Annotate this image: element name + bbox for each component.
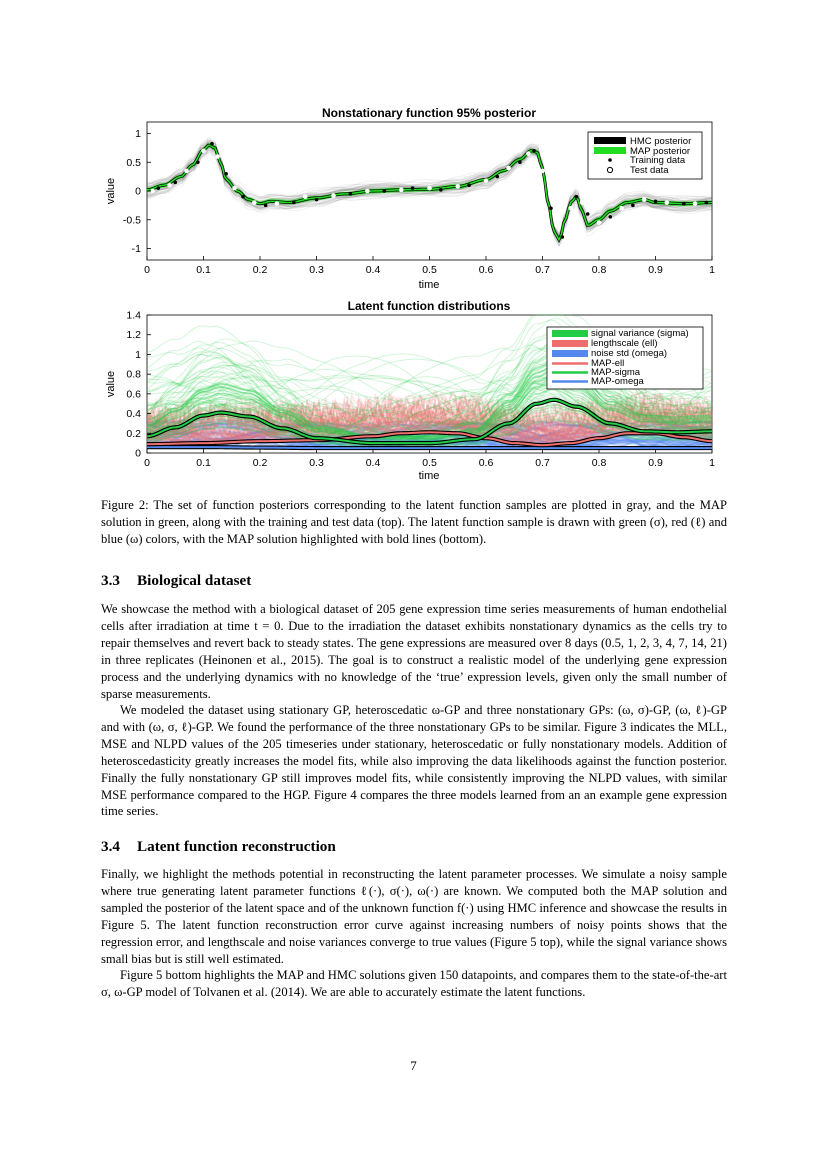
test-point — [399, 188, 404, 193]
training-point — [496, 175, 500, 179]
y-tick-label: 1 — [135, 348, 141, 361]
test-point — [232, 186, 237, 191]
section-heading-3-3 — [101, 572, 251, 590]
chart-title: Nonstationary function 95% posterior — [321, 106, 537, 120]
x-tick-label: 0.8 — [591, 264, 607, 276]
x-tick-label: 0.6 — [478, 264, 494, 276]
y-axis-label: value — [105, 177, 117, 205]
x-tick-label: 0.4 — [365, 264, 381, 276]
page-number: 7 — [410, 1058, 417, 1073]
test-point — [619, 206, 624, 211]
x-axis-label: time — [418, 279, 440, 291]
training-point — [609, 215, 613, 219]
paragraph: We modeled the dataset using stationary GP, heteroscedatic ω-GP and three nonstationary GPs: (ω, σ)-GP, (ω, ℓ)-GP and with (ω, σ, ℓ)-GP. We found the performance of the three nonstationary GPs to be similar. Figure 3 indicates the MLL, MSE and NLPD values of the 205 timeseries under stationary, heteroscedatic or fully nonstationary models. Addition of heteroscedasticity greatly increases the model fits, while also improving the data likelihoods against the function posterior. Finally the fully nonstationary GP still improves model fits, while consistently improving the NLPD values, with similar MSE performance compared to the HGP. Figure 4 compares the three models learned from an an example gene expression time series. — [101, 703, 727, 819]
legend-label-map-omega: MAP-omega — [591, 376, 644, 387]
x-tick-label: 0.3 — [309, 457, 324, 469]
x-tick-label: 0.9 — [648, 457, 663, 469]
test-point — [201, 148, 206, 153]
training-point — [411, 186, 415, 190]
legend-swatch-sigma — [552, 330, 588, 337]
test-point — [167, 183, 172, 188]
test-point — [484, 178, 489, 183]
training-point — [241, 195, 245, 199]
legend-swatch-ell — [552, 340, 588, 347]
y-tick-label: 1.2 — [126, 329, 141, 342]
x-tick-label: 0.7 — [535, 457, 550, 469]
training-point — [532, 149, 536, 153]
x-tick-label: 0.5 — [422, 457, 437, 469]
legend-swatch-map — [594, 147, 626, 154]
legend-label-training: Training data — [630, 155, 686, 166]
y-tick-label: 0 — [135, 447, 141, 460]
x-tick-label: 0.5 — [422, 264, 437, 276]
test-point — [455, 184, 460, 189]
test-point — [693, 201, 698, 206]
legend — [547, 327, 703, 389]
training-point — [196, 160, 200, 164]
y-tick-label: 0.6 — [126, 388, 141, 401]
paragraph: Finally, we highlight the methods potential in reconstructing the latent parameter processes. We simulate a noisy sample where true generating latent parameter functions ℓ(·), σ(·), ω(·) are known. We computed both the MAP solution and sampled the posterior of the latent space and of the unknown function f(·) using HMC inference and showcase the results in Figure 5. The latent function reconstruction error curve against increasing numbers of noisy points shows that the regression error, and lengthscale and noise variances converge to true values (Figure 5 top), while the signal variance shows small bias but is still well estimated. — [101, 867, 727, 966]
section-title: Latent function reconstruction — [137, 838, 336, 855]
x-axis-label: time — [418, 470, 440, 482]
legend-swatch-omega — [552, 350, 588, 357]
y-tick-label: 0.2 — [126, 427, 141, 440]
test-point — [597, 220, 602, 225]
test-point — [303, 194, 308, 199]
x-tick-label: 0.8 — [591, 457, 607, 469]
legend-label-omega: noise std (omega) — [591, 348, 668, 359]
training-point — [173, 181, 177, 185]
x-tick-label: 1 — [709, 457, 715, 469]
y-tick-label: 0.5 — [126, 156, 141, 169]
test-point — [568, 206, 573, 211]
x-tick-label: 0.6 — [478, 457, 494, 469]
test-point — [150, 189, 155, 194]
test-point — [665, 200, 670, 205]
x-tick-label: 0.1 — [196, 457, 211, 469]
section-heading-3-4 — [101, 838, 336, 856]
legend-label-map-sigma: MAP-sigma — [591, 367, 641, 378]
test-point — [580, 200, 585, 205]
latent-chart — [100, 295, 730, 490]
x-tick-label: 0.2 — [252, 264, 268, 276]
legend-label-map-ell: MAP-ell — [591, 358, 625, 369]
test-point — [642, 197, 647, 202]
training-point — [315, 198, 319, 202]
y-tick-label: 1 — [135, 128, 141, 140]
paragraph: We showcase the method with a biological dataset of 205 gene expression time series measurements of human endothelial cells after irradiation at time t = 0. Due to the irradiation the dataset exhibits nonstationary dynamics as the cells try to repair themselves and revert back to steady states. The gene expressions are measured over 8 days (0.5, 1, 2, 3, 4, 7, 14, 21) in three replicates (Heinonen et al., 2015). The goal is to construct a realistic model of the underlying gene expression process and the underlying dynamics with no knowledge of the ‘true’ expression levels, given only the small number of sparse measurements. — [101, 602, 727, 701]
training-point — [560, 235, 564, 239]
training-point — [631, 204, 635, 208]
legend — [588, 132, 702, 179]
training-point — [349, 192, 353, 196]
training-point — [705, 201, 709, 205]
test-point — [275, 201, 280, 206]
test-point — [331, 193, 336, 198]
x-tick-label: 0.9 — [648, 264, 663, 276]
legend-swatch-hmc — [594, 137, 626, 144]
test-point — [252, 200, 257, 205]
figure-caption: Figure 2: The set of function posteriors corresponding to the latent function samples are plotted in gray, and the MAP solution in green, along with the training and test data (top). The latent function sample is drawn with green (σ), red (ℓ) and blue (ω) colors, with the MAP solution highlighted with bold lines (bottom). — [101, 498, 727, 547]
test-point — [526, 151, 531, 156]
posterior-chart — [100, 100, 730, 300]
chart-title: Latent function distributions — [347, 299, 511, 313]
legend-label-hmc: HMC posterior — [630, 136, 692, 147]
training-point — [682, 202, 686, 206]
training-point — [157, 186, 161, 190]
test-point — [427, 186, 432, 191]
training-point — [439, 188, 443, 192]
y-axis-label: value — [105, 370, 117, 398]
training-point — [549, 206, 553, 210]
test-point — [215, 154, 220, 159]
map-omega-line — [147, 447, 712, 448]
training-point — [586, 212, 590, 216]
y-tick-label: 0.8 — [126, 368, 141, 381]
paragraph: Figure 5 bottom highlights the MAP and HMC solutions given 150 datapoints, and compares them to the state-of-the-art σ, ω-GP model of Tolvanen et al. (2014). We are able to accurately estimate the latent functions. — [101, 968, 727, 999]
training-point — [210, 142, 214, 146]
training-point — [383, 189, 387, 193]
test-point — [184, 169, 189, 174]
x-tick-label: 0.1 — [196, 264, 211, 276]
y-tick-label: 1.4 — [126, 309, 141, 322]
training-point — [467, 183, 471, 187]
y-tick-label: -0.5 — [122, 214, 141, 227]
x-tick-label: 0 — [144, 457, 150, 469]
test-point — [540, 169, 545, 174]
y-tick-label: -1 — [131, 243, 141, 255]
training-point — [292, 201, 296, 205]
x-tick-label: 1 — [709, 264, 715, 276]
section-number: 3.3 — [101, 572, 120, 589]
legend-label-ell: lengthscale (ell) — [591, 338, 658, 349]
legend-label-sigma: signal variance (sigma) — [591, 328, 689, 339]
training-point — [264, 204, 268, 208]
section-title: Biological dataset — [137, 572, 252, 589]
x-tick-label: 0.2 — [252, 457, 268, 469]
y-tick-label: 0.4 — [126, 408, 141, 421]
training-point — [224, 172, 228, 176]
test-point — [365, 189, 370, 194]
legend-label-map: MAP posterior — [630, 146, 691, 157]
legend-label-test: Test data — [630, 165, 669, 176]
legend-marker-test — [607, 167, 612, 172]
section-number: 3.4 — [101, 838, 120, 855]
x-tick-label: 0.4 — [365, 457, 381, 469]
training-point — [575, 195, 579, 199]
x-tick-label: 0.3 — [309, 264, 324, 276]
test-point — [554, 223, 559, 228]
y-tick-label: 0 — [135, 185, 141, 198]
x-tick-label: 0 — [144, 264, 150, 276]
legend-marker-training — [608, 158, 612, 162]
training-point — [654, 200, 658, 204]
training-point — [518, 160, 522, 164]
x-tick-label: 0.7 — [535, 264, 550, 276]
test-point — [506, 166, 511, 171]
